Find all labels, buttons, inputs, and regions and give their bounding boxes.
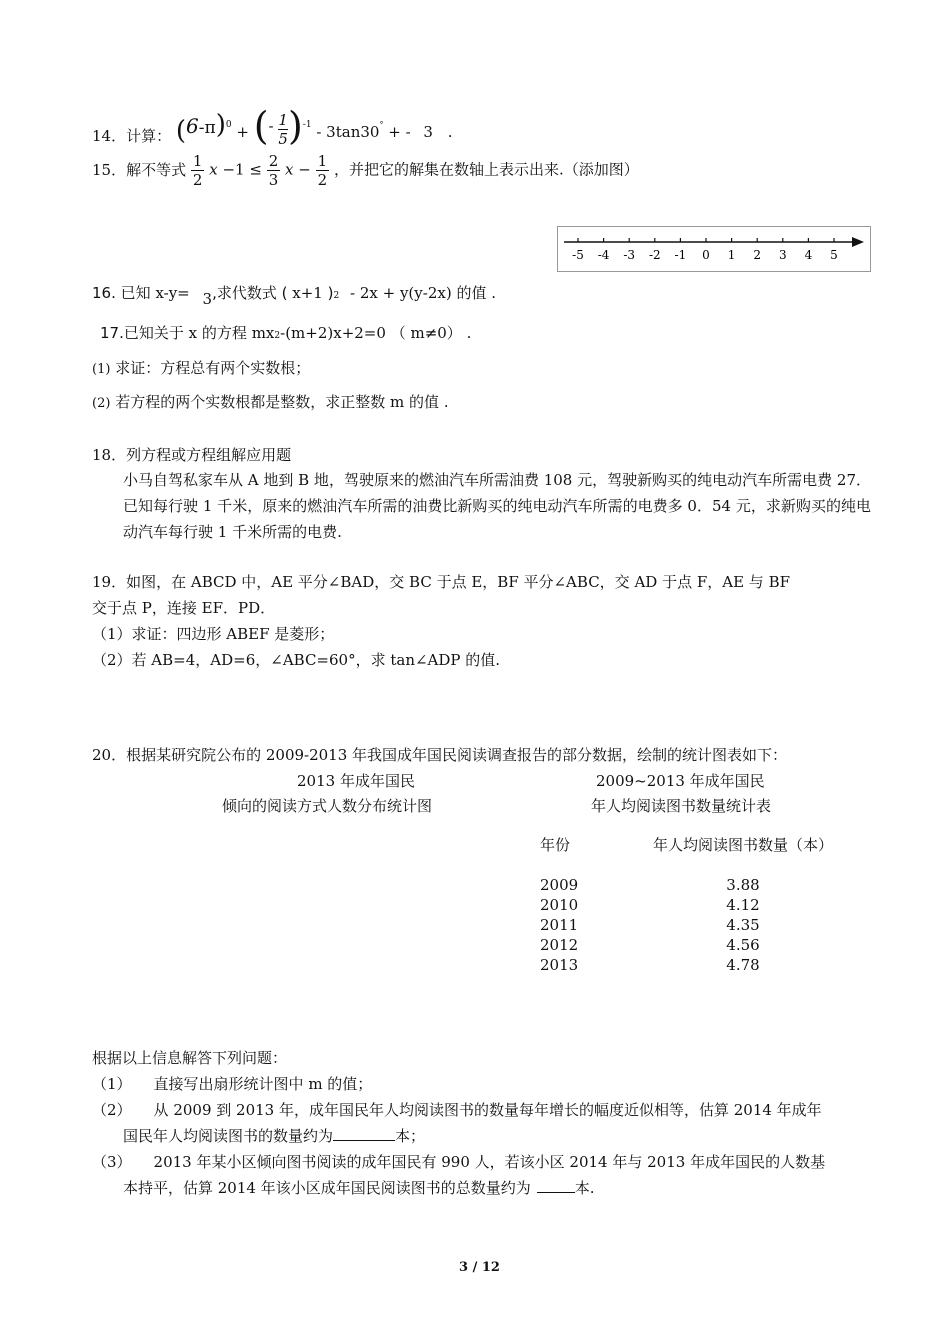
q17 (100, 322, 471, 343)
q16 (92, 282, 497, 308)
q14-term-a: 6 (186, 114, 199, 138)
q15-frac3 (316, 152, 330, 189)
q20-a3-blank[interactable] (537, 1192, 575, 1193)
q14-frac-den: 5 (278, 129, 288, 148)
q15-f3-num: 1 (317, 152, 328, 170)
q16-expr2: x+1 (292, 284, 323, 302)
table-cell-year: 2010 (540, 896, 579, 914)
q18-body: 小马自驾私家车从 A 地到 B 地，驾驶原来的燃油汽车所需油费 108 元，驾驶新购买的纯电动汽车所需电费 27．已知每行驶 1 千米，原来的燃油汽车所需的油费比新购买的纯电动汽车所需的电费多 0．54 元，求新购买的纯电动汽车每行驶 1 千米所需的电费. (123, 471, 871, 541)
q14 (92, 98, 453, 148)
q14-exp0: 0 (225, 120, 232, 130)
q15-f2-den: 3 (268, 171, 279, 189)
q15-frac1 (191, 152, 205, 189)
q16-t2: ,求代数式 (212, 284, 277, 302)
q20-a3-unit: 本. (574, 1179, 595, 1197)
q20-a3 (92, 1151, 825, 1172)
q17-t1: 已知关于 (123, 324, 184, 342)
q16-expr1: x-y= (155, 284, 190, 302)
q17-part1 (92, 357, 310, 378)
q17-cond: （ m≠0） (390, 324, 462, 342)
q16-sqrt3: 3 (202, 290, 213, 308)
q17-square: 2 (274, 331, 281, 341)
table-row (540, 955, 843, 975)
q17-m: m (390, 393, 405, 411)
number-line-label: -4 (597, 248, 610, 262)
table-row (540, 875, 843, 895)
number-line-label: -5 (572, 248, 584, 262)
q14-plus-abs: + - (388, 123, 411, 141)
q16-t1: 已知 (120, 284, 151, 302)
q20-a1-text: 直接写出扇形统计图中 m 的值； (153, 1075, 373, 1093)
q20-a2-num: （2） (92, 1101, 132, 1119)
q14-plus: + (236, 123, 249, 141)
q14-paren-close: ) (215, 110, 226, 140)
table-cell-year: 2011 (540, 916, 579, 934)
q16-lparen: ( (281, 284, 288, 302)
q20-a2-line2 (123, 1125, 425, 1146)
q19-line1: 19．如图，在 ABCD 中，AE 平分∠BAD，交 BC 于点 E，BF 平分∠ABC，交 AD 于点 F，AE 与 BF (92, 573, 790, 591)
number-line-label: -2 (648, 248, 661, 262)
q16-label: 16. (92, 284, 116, 302)
number-line-label: 2 (753, 248, 762, 262)
number-line-label: 3 (778, 248, 787, 262)
q16-t3: 的值 (456, 284, 487, 302)
number-line-label: -3 (623, 248, 636, 262)
q14-paren-open: ( (175, 116, 187, 146)
number-line-box (557, 226, 871, 272)
q14-end: . (447, 123, 453, 141)
number-line-label: 0 (702, 248, 710, 262)
q15-tail: ，并把它的解集在数轴上表示出来.（添加图） (333, 160, 639, 179)
q15-f3-den: 2 (317, 171, 328, 189)
q15-f2-num: 2 (268, 152, 279, 170)
q15-f1-num: 1 (192, 152, 203, 170)
q15-label: 15．解不等式 (92, 160, 187, 179)
q15-f1-den: 2 (192, 171, 203, 189)
q17-end: . (466, 324, 472, 342)
q19-line2: 交于点 P，连接 EF．PD． (92, 599, 276, 617)
q15-leq: −1 ≤ (222, 160, 262, 179)
table-row (540, 915, 843, 935)
number-line-label: 5 (830, 248, 838, 262)
table-cell-value: 4.56 (726, 936, 760, 954)
q14-frac-num: 1 (278, 110, 288, 129)
q20-a1 (92, 1073, 372, 1094)
pie-chart-title-1: 2013 年成年国民 (297, 772, 415, 790)
q15-frac2 (267, 152, 281, 189)
table-cell-year: 2009 (540, 876, 579, 894)
number-line-label: 4 (804, 248, 813, 262)
q14-tan: - 3tan30 (316, 123, 380, 141)
table-header-row (540, 834, 843, 855)
q17-eq2: -(m+2)x+2=0 (280, 324, 386, 342)
table-cell-value: 4.78 (726, 956, 760, 974)
q20-a1-num: （1） (92, 1075, 132, 1093)
number-line-label: -1 (674, 248, 687, 262)
q14-exp-neg1: -1 (302, 120, 312, 130)
number-line-arrow (852, 237, 864, 247)
q20-ask: 根据以上信息解答下列问题： (92, 1049, 288, 1067)
q20-a3-line2 (123, 1177, 595, 1198)
table-row (540, 935, 843, 955)
q14-label: 14．计算： (92, 127, 172, 145)
q14-deg: ° (379, 120, 384, 129)
q20-a2-text: 从 2009 到 2013 年，成年国民年人均阅读图书的数量每年增长的幅度近似相等，估算 2014 年成年 (153, 1101, 822, 1119)
table-title-2: 年人均阅读图书数量统计表 (591, 797, 772, 815)
q15-x1: x (209, 160, 218, 179)
q17-t2: 的方程 (201, 324, 247, 342)
q19-part2: （2）若 AB=4，AD=6，∠ABC=60°，求 tan∠ADP 的值. (92, 651, 501, 669)
table-cell-year: 2012 (540, 936, 579, 954)
q14-neg: - (268, 117, 274, 135)
reading-table (540, 834, 843, 975)
q14-bparen-close: ) (287, 104, 303, 148)
q15 (92, 152, 639, 189)
q20-a2-unit: 本； (395, 1127, 426, 1145)
q20-a3-text2: 本持平，估算 2014 年该小区成年国民阅读图书的总数量约为 (123, 1179, 531, 1197)
q14-term-b: -π (198, 118, 216, 138)
q15-minus: − (298, 160, 311, 179)
q14-bparen-open: ( (253, 104, 269, 148)
table-header-year: 年份 (540, 836, 571, 854)
table-header-value: 年人均阅读图书数量（本） (652, 836, 833, 854)
q17-p2-text2: 的值 (409, 393, 440, 411)
q18-label: 18．列方程或方程组解应用题 (92, 446, 292, 464)
q16-end: . (491, 284, 497, 302)
number-line-label: 1 (727, 248, 736, 262)
q17-p2-end: . (443, 393, 449, 411)
table-cell-value: 4.35 (726, 916, 760, 934)
q20-a3-num: （3） (92, 1153, 132, 1171)
q14-fraction (278, 111, 288, 148)
q17-p1-text: 求证：方程总有两个实数根； (115, 359, 311, 377)
table-cell-value: 3.88 (726, 876, 760, 894)
q20-a2-text2: 国民年人均阅读图书的数量约为 (123, 1127, 334, 1145)
table-cell-value: 4.12 (726, 896, 760, 914)
page-number: 3 / 12 (459, 1260, 500, 1275)
q20-a2 (92, 1099, 822, 1120)
q17-p2-text: 若方程的两个实数根都是整数，求正整数 (115, 393, 386, 411)
q16-rparen: ) (327, 284, 334, 302)
table-cell-year: 2013 (540, 956, 579, 974)
q17-p2-num: (2) (92, 396, 111, 411)
q19-part1: （1）求证：四边形 ABEF 是菱形； (92, 625, 335, 643)
q20-a3-text: 2013 年某小区倾向图书阅读的成年国民有 990 人，若该小区 2014 年与 2013 年成年国民的人数基 (153, 1153, 826, 1171)
q17-p1-num: (1) (92, 362, 111, 377)
q17-x: x (188, 324, 198, 342)
q16-square: 2 (333, 291, 340, 301)
number-line (558, 227, 870, 271)
q17-part2 (92, 391, 449, 412)
q17-eq1: mx (251, 324, 275, 342)
q20-a2-blank[interactable] (333, 1140, 395, 1141)
q14-three: 3 (423, 123, 433, 141)
q20-intro: 20．根据某研究院公布的 2009-2013 年我国成年国民阅读调查报告的部分数据，绘制的统计图表如下： (92, 746, 788, 764)
q16-expr3: - 2x + y(y-2x) (350, 284, 452, 302)
table-title-1: 2009~2013 年成年国民 (596, 772, 765, 790)
table-row (540, 895, 843, 915)
q15-x2: x (285, 160, 294, 179)
pie-chart-title-2: 倾向的阅读方式人数分布统计图 (222, 797, 433, 815)
q17-label: 17. (100, 324, 124, 342)
